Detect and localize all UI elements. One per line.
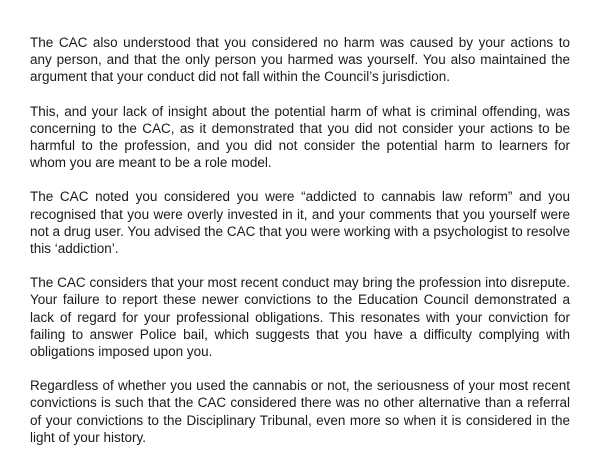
paragraph-cannabis-law-reform: The CAC noted you considered you were “addicted to cannabis law reform” and you recognised that you were overly invested in it, and your comments that you yourself were not a drug user. You advised the CAC that you were working with a psychologist to resolve this ‘addiction’. — [30, 189, 570, 257]
document-body — [30, 34, 570, 463]
paragraph-lack-of-insight: This, and your lack of insight about the potential harm of what is criminal offending, was concerning to the CAC, as it demonstrated that you did not consider your actions to be harmful to the profession, and you did not consider the potential harm to learners for whom you are meant to be a role model. — [30, 103, 570, 171]
paragraph-referral-decision: Regardless of whether you used the cannabis or not, the seriousness of your most recent convictions is such that the CAC considered there was no other alternative than a referral of your convictions to the Disciplinary Tribunal, even more so when it is considered in the light of your history. — [30, 378, 570, 445]
paragraph-harm-understanding: The CAC also understood that you considered no harm was caused by your actions to any person, and that the only person you harmed was yourself. You also maintained the argument that your conduct did not fall within the Council’s jurisdiction. — [30, 35, 570, 85]
paragraph-disrepute: The CAC considers that your most recent conduct may bring the profession into disrepute. Your failure to report these newer convictions to the Education Council demonstrated a lack of regard for your professional obligations. This resonates with your conviction for failing to answer Police bail, which suggests that you have a difficulty complying with obligations imposed upon you. — [30, 275, 570, 360]
